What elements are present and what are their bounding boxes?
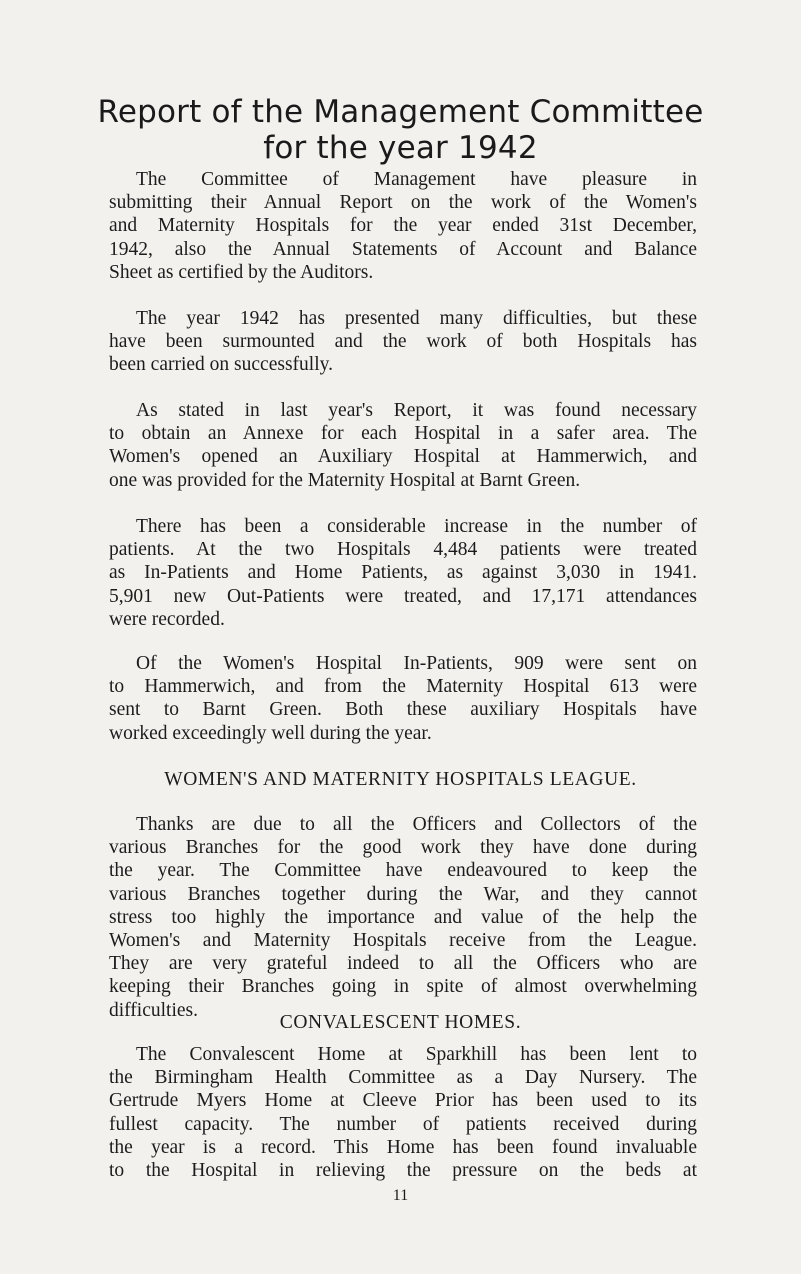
text-line: stress too highly the importance and value of the help the — [109, 906, 697, 928]
text-line: The year 1942 has presented many difficulties, but these — [136, 308, 697, 329]
text-line: to obtain an Annexe for each Hospital in a safer area. The — [109, 423, 697, 445]
section-heading-convalescent: CONVALESCENT HOMES. — [279, 1012, 522, 1033]
section-heading-league: WOMEN'S AND MATERNITY HOSPITALS LEAGUE. — [164, 769, 637, 790]
paragraph-patients — [109, 515, 697, 631]
text-line: the year. The Committee have endeavoured to keep the — [109, 860, 697, 882]
text-line: 1942, also the Annual Statements of Account and Balance — [109, 238, 697, 260]
paragraph-difficulties — [109, 307, 697, 377]
paragraph-intro — [109, 168, 697, 284]
text-line: the year is a record. This Home has been found invaluable — [109, 1136, 697, 1158]
paragraph-convalescent — [109, 1043, 697, 1182]
text-line: keeping their Branches going in spite of almost overwhelming — [109, 976, 697, 998]
text-line: the Birmingham Health Committee as a Day Nursery. The — [109, 1067, 697, 1089]
text-line: various Branches for the good work they have done during — [109, 837, 697, 859]
paragraph-in-patients — [109, 652, 697, 745]
text-line: They are very grateful indeed to all the Officers who are — [109, 953, 697, 975]
text-line: and Maternity Hospitals for the year ended 31st December, — [109, 215, 697, 237]
text-line: to Hammerwich, and from the Maternity Hospital 613 were — [109, 676, 697, 698]
text-line: Thanks are due to all the Officers and Collectors of the — [136, 814, 697, 835]
text-line: worked exceedingly well during the year. — [109, 722, 432, 744]
text-line: The Committee of Management have pleasure in — [136, 169, 697, 190]
paragraph-league — [109, 813, 697, 1022]
text-line: to the Hospital in relieving the pressure on the beds at — [109, 1160, 697, 1182]
text-line: Gertrude Myers Home at Cleeve Prior has been used to its — [109, 1090, 697, 1112]
text-line: The Convalescent Home at Sparkhill has been lent to — [136, 1044, 697, 1065]
text-line: Sheet as certified by the Auditors. — [109, 261, 374, 283]
page-number: 11 — [392, 1187, 409, 1204]
text-line: have been surmounted and the work of both Hospitals has — [109, 331, 697, 353]
text-line: fullest capacity. The number of patients received during — [109, 1113, 697, 1135]
text-line: sent to Barnt Green. Both these auxiliary Hospitals have — [109, 699, 697, 721]
text-line: patients. At the two Hospitals 4,484 patients were treated — [109, 539, 697, 561]
text-line: Women's opened an Auxiliary Hospital at Hammerwich, and — [109, 446, 697, 468]
text-line: one was provided for the Maternity Hospital at Barnt Green. — [109, 469, 581, 491]
text-line: As stated in last year's Report, it was found necessary — [136, 400, 697, 421]
text-line: Women's and Maternity Hospitals receive from the League. — [109, 930, 697, 952]
text-line: submitting their Annual Report on the work of the Women's — [109, 192, 697, 214]
text-line: There has been a considerable increase in the number of — [136, 516, 697, 537]
text-line: been carried on successfully. — [109, 354, 333, 376]
report-subtitle: for the year 1942 — [263, 130, 538, 166]
paragraph-annexe — [109, 399, 697, 492]
report-title: Report of the Management Committee — [97, 94, 704, 130]
text-line: difficulties. — [109, 999, 198, 1021]
text-line: Of the Women's Hospital In-Patients, 909 were sent on — [136, 653, 697, 674]
text-line: were recorded. — [109, 608, 225, 630]
text-line: 5,901 new Out-Patients were treated, and 17,171 attendances — [109, 585, 697, 607]
text-line: various Branches together during the War, and they cannot — [109, 883, 697, 905]
text-line: as In-Patients and Home Patients, as against 3,030 in 1941. — [109, 562, 697, 584]
